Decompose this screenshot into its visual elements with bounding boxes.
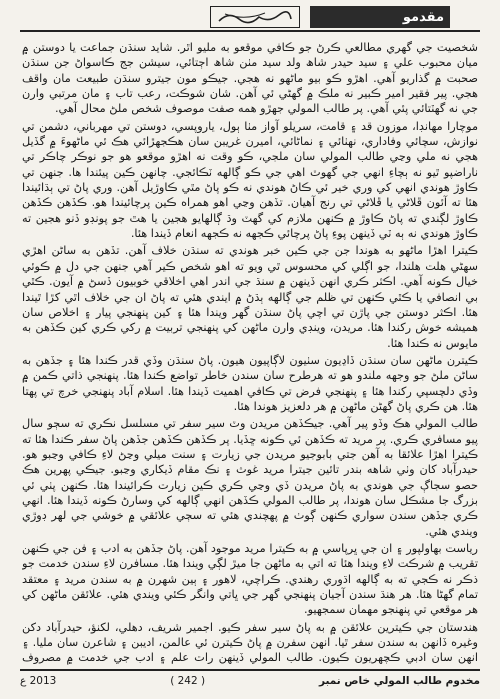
paragraph: موچارا مهانڊا، موزون قد ۽ قامت، سريلو آواز مٺا ٻول، ياروپسي، دوستن تي مهرباني، دشمن تي نوازش، سچائي وفاداري، نهٺائي ۽ نماڻائي، اميرن غريبن سان هڪجهڙائي هڪ ئي ماڻهوءَ ۾ گڏيل هجي نه ملي وڃي طالب المولي سان ملجي، ڪو وقت نه اهڙو موقعو هو جو نوڪر چاڪر تي ناراضپو ٿيو نه ٻچاءِ انهي جي گهوٽ اهي جي ڪو ڳالهه ٽڪائجي. چانهن ڪين پيئندا ها. جنهن تي ڪاوڙ هوندي انهي کي وري خير ئي ڪاڻ هوندي نه ڪو پاڻ مٿي ڪاوڙيل آهن. وري پاڻ تي ٻڌائيندا هئا ته آئون ڦلاڻي يا ڦلاڻي تي رنج آهيان. تڏهن وڃي اهو همراه ڪين پرچائيندا هو. ڪڏهن ڪڏهن ڪاوڙ لڳندي ته پاڻ ڪاوڙ ۾ ڪنهن ملازم کي گهٽ وڌ ڳالهايو هجين يا هٿ جو پونڊو ڏنو هجين ته ڪاوڙ هوندي نه ٻه ٽي ڏينهن پوءِ پاڻ پرچائي ڪجهه نه ڪجهه انعام ڏيندا هئا. [22, 119, 478, 241]
paragraph: ڪيترا اهڙا ماڻهو به هوندا جن جي ڪين خبر هوندي ته سنڌن خلاف آهن. تڏهن به ساڻن اهڙي سهڻي هلت هلندا، جو اڳلي کي محسوس ٿي ويو ته اهو شخص ڪير آهي جنهن جي دل ۾ ڪوئي خيال ڪونه آهي. اڪثر ڪري انهن ڏينهن ۾ سنڌ جي اندر اهي اخلاقي خوبيون ڏسڻ ۾ آيون. ڪٿي بي انصافي يا ڪٿي ڪنهن تي ظلم جي ڳالهه ٻڌڻ ۾ ايندي هئي ته پاڻ ان جي خلاف اٿي کڙا ٿيندا هئا. اڪثر دوستن جي پاڙن تي اچي پاڻ سنڌن گهر ويندا هئا ۽ کين پنهنجي پيار ۽ اخلاص سان هميشه خوش رکندا هئا. مريدن، وينڊي وارن ماڻهن کي پنهنجي تربيت ۾ رکي ڪري کين ڪڏهن به مايوس نه ڪندا هئا. [22, 244, 478, 350]
page-footer [20, 669, 480, 691]
paragraph: هندستان جي ڪيترين علائقن ۾ به پاڻ سير سفر ڪيو. اجمير شريف، دهلي، لکنؤ، حيدرآباد دکن وغيره ڏانهن به سندن سفر ٿيا. انهن سفرن ۾ پاڻ ڪيترن ئي عالمن، اديبن ۽ شاعرن سان مليا. ۽ انهن سان ادبي ڪچهريون ڪيون. طالب المولي ڏينهن رات علم ۽ ادب جي خدمت ۾ مصروف [22, 620, 478, 665]
page-number: ( 242 ) [170, 675, 206, 687]
publication-name: مخدوم طالب المولي خاص نمبر [318, 675, 480, 687]
article-body [22, 40, 478, 665]
paragraph: طالب المولي هڪ وڏو پير آهي. جيڪڏهن مريدن وٽ سير سفر تي مسلسل نڪري ته سڄو سال پيو مسافري ڪري. پر مريد ته ڪڏهن ئي ڪونه ڇڏيا. پر ڪڏهن ڪڏهن جڏهن پاڻ سفر ڪندا هئا ته ڪيترا اهڙا علائقا به آهن جتي بابوجيو مريدن جي زيارت ۽ سنت ميلي وڃڻ لاءِ ڪافي وڃبو هو. حيدرآباد کان وٺي شاهه بندر تائين جيترا مريد غوث ۽ نڪ مقام ڏيکاري وڃبو. جيڪي پهرين هڪ حصو سجاڳ جي هوندي به پاڻ مريدن ڏي وڃي ڪري ڪين زيارت ڪرائيندا هئا. ڪنهن پٺي ئي بزرگ جا مشڪل سان هوندا، پر طالب المولي ڪڏهن انهي ڳالهه کي وسارڻ ڪونه ڏيندا هئا. انهي ڪري جڏهن سندن سواري ڪنهن ڳوٺ ۾ پهچندي هئي ته سڄي علائقي ۾ خوشي جي لهر ڊوڙي ويندي هئي. [22, 417, 478, 538]
ornament-icon [210, 6, 300, 28]
page-header [20, 6, 480, 32]
calligraphy-ornament-icon [215, 9, 295, 25]
paragraph: شخصيت جي گهري مطالعي ڪرڻ جو ڪافي موقعو به مليو اٿر. شايد سنڌن جماعت يا دوستن ۾ ميان محبوب علي ۽ سيد حيدر شاھ ولد سيد مٺن شاھ اڄتائي، سيشن جج ڪاسواڻ جن سنڌن صحبت ۾ گذاريو آهي. اهڙو ڪو بيو ماڻهو نه هجي. جيڪو مون جيترو سنڌن طبيعت مان واقف هجي. پير فقير امير ڪبير نه ملڪ ۾ گهڻي ئي آهن. شان شوڪت، رعب تاب ۽ مان مرتبي وارن جي نه گهٽتائي پئي آهي. پر طالب المولي جهڙو همه صفت موصوف شخص ملڻ محال آهي. [22, 41, 478, 116]
paragraph: رياست بهاولپور ۽ ان جي ڀرپاسي ۾ به ڪيترا مريد موجود آهن. پاڻ جڏهن به ادب ۽ فن جي ڪنهن تقريب ۾ شرڪت لاءِ ويندا هئا ته اتي به ماڻهن جا ميڙ لڳي ويندا هئا. مسافرن لاءِ سندن خدمت جو ذڪر نه ڪجي ته به ڳالهه اڌوري رهندي. ڪراچي، لاهور ۽ ٻين شهرن ۾ به سندن مريد ۽ معتقد تمام گهڻا هئا. هر هنڌ سندن آجيان پنهنجي گهر جي ڀاتي وانگر ڪئي ويندي هئي. علائقن ماڻهن کي هر موقعي تي پنهنجو مهمان سمجهيو. [22, 542, 478, 617]
paragraph: ڪيترن ماڻهن سان سنڌن ڏاڍيون سٺيون لاڳاپيون هيون. پاڻ سنڌن وڏي قدر ڪندا هئا ۽ جڏهن به ساڻن ملڻ جو وجهه ملندو هو ته هرطرح سان سندن خاطر تواضع ڪندا هئا. پنهنجي ذاتي ڪمن ۾ وڏي دلچسپي رکندا هئا ۽ پنهنجي فرض تي ڪافي اهميت ڏيندا هئا. اسلام آباد پنهنجي خرچ تي پهتا هئا. هن ڪري پاڻ گهڻن ماڻهن ۾ هر دلعزيز هوندا هئا. [22, 353, 478, 413]
section-title: مقدمو [310, 6, 450, 28]
footer-year: 2013 ع [20, 675, 57, 687]
